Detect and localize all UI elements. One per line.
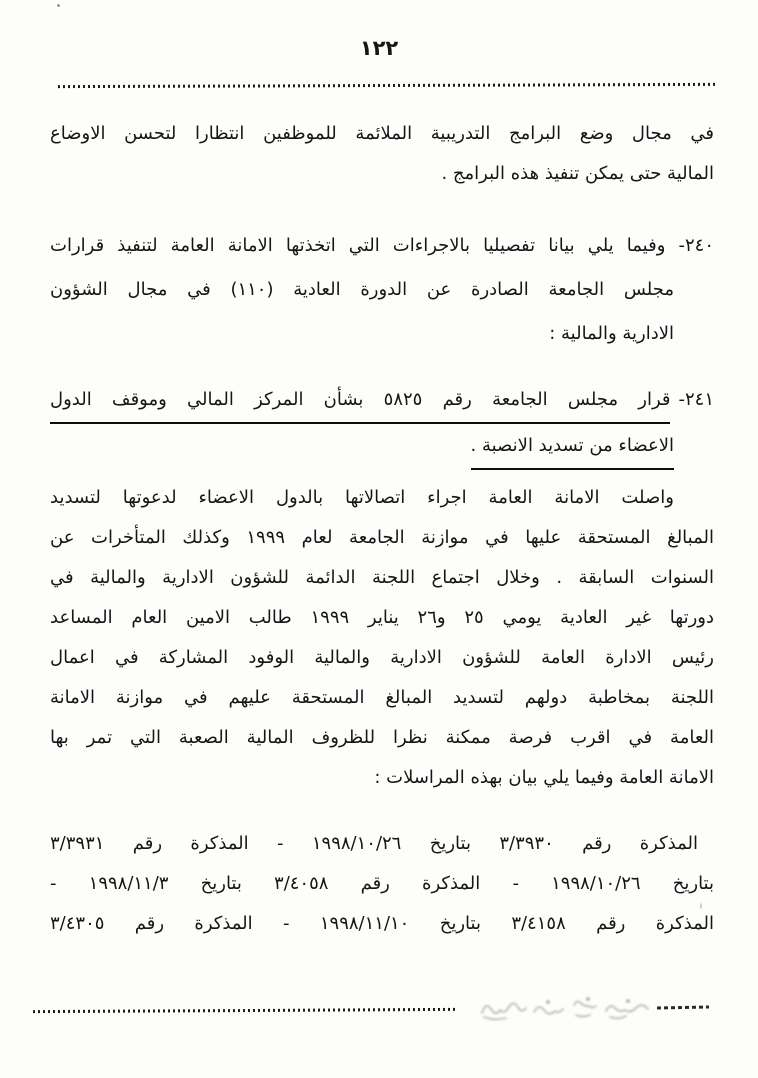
text-line: ٢٤٠- وفيما يلي بيانا تفصيليا بالاجراءات التي اتخذتها الامانة العامة لتنفيذ قرارات — [50, 235, 714, 256]
text-line: المبالغ المستحقة عليها في موازنة الجامعة لعام ١٩٩٩ وكذلك المتأخرات عن — [50, 527, 714, 548]
memo-line: المذكرة رقم ٣/٣٩٣٠ بتاريخ ١٩٩٨/١٠/٢٦ - المذكرة رقم ٣/٣٩٣١ — [50, 833, 698, 854]
text-line: العامة في اقرب فرصة ممكنة نظرا للظروف المالية الصعبة التي تمر بها — [50, 727, 714, 748]
text-line: واصلت الامانة العامة اجراء اتصالاتها بالدول الاعضاء لدعوتها لتسديد — [50, 487, 674, 508]
text-line: في مجال وضع البرامج التدريبية الملائمة للموظفين انتظارا لتحسن الاوضاع — [50, 123, 714, 144]
memo-line: المذكرة رقم ٣/٤١٥٨ بتاريخ ١٩٩٨/١١/١٠ - المذكرة رقم ٣/٤٣٠٥ — [50, 913, 714, 934]
heading-line — [50, 378, 714, 424]
memo-line: بتاريخ ١٩٩٨/١٠/٢٦ - المذكرة رقم ٣/٤٠٥٨ بتاريخ ١٩٩٨/١١/٣ - — [50, 873, 714, 894]
page-number: ١٢٢ — [359, 36, 399, 60]
heading-text-underlined: قرار مجلس الجامعة رقم ٥٨٢٥ بشأن المركز المالي وموقف الدول — [50, 378, 670, 424]
decision-heading-241 — [50, 378, 714, 470]
text-line: الادارية والمالية : — [549, 323, 674, 344]
bottom-divider — [33, 1008, 457, 1013]
text-line: رئيس الادارة العامة للشؤون الادارية والمالية الوفود المشاركة في اعمال — [50, 647, 714, 668]
heading-line — [50, 424, 714, 470]
text-line: اللجنة بمخاطبة دولهم لتسديد المبالغ المستحقة عليهم في موازنة الامانة — [50, 687, 714, 708]
top-divider — [58, 83, 715, 88]
memo-list-paragraph — [50, 824, 714, 944]
text-line: السنوات السابقة . وخلال اجتماع اللجنة الدائمة للشؤون الادارية والمالية في — [50, 567, 714, 588]
item-number: ٢٤١- — [678, 389, 714, 410]
text-line: مجلس الجامعة الصادرة عن الدورة العادية (١١٠) في مجال الشؤون — [50, 279, 674, 300]
body-paragraph — [50, 478, 714, 798]
intro-paragraph — [50, 114, 714, 194]
item-240-paragraph — [50, 224, 714, 356]
heading-text-underlined: الاعضاء من تسديد الانصبة . — [471, 424, 674, 470]
text-line: المالية حتى يمكن تنفيذ هذه البرامج . — [441, 163, 714, 184]
bottom-dash-mark — [657, 1006, 709, 1010]
faded-handwriting — [478, 993, 654, 1023]
text-line: دورتها غير العادية يومي ٢٥ و٢٦ يناير ١٩٩٩ طالب الامين العام المساعد — [50, 607, 714, 628]
scan-speck — [57, 4, 60, 7]
text-line: الامانة العامة وفيما يلي بيان بهذه المراسلات : — [374, 767, 714, 788]
